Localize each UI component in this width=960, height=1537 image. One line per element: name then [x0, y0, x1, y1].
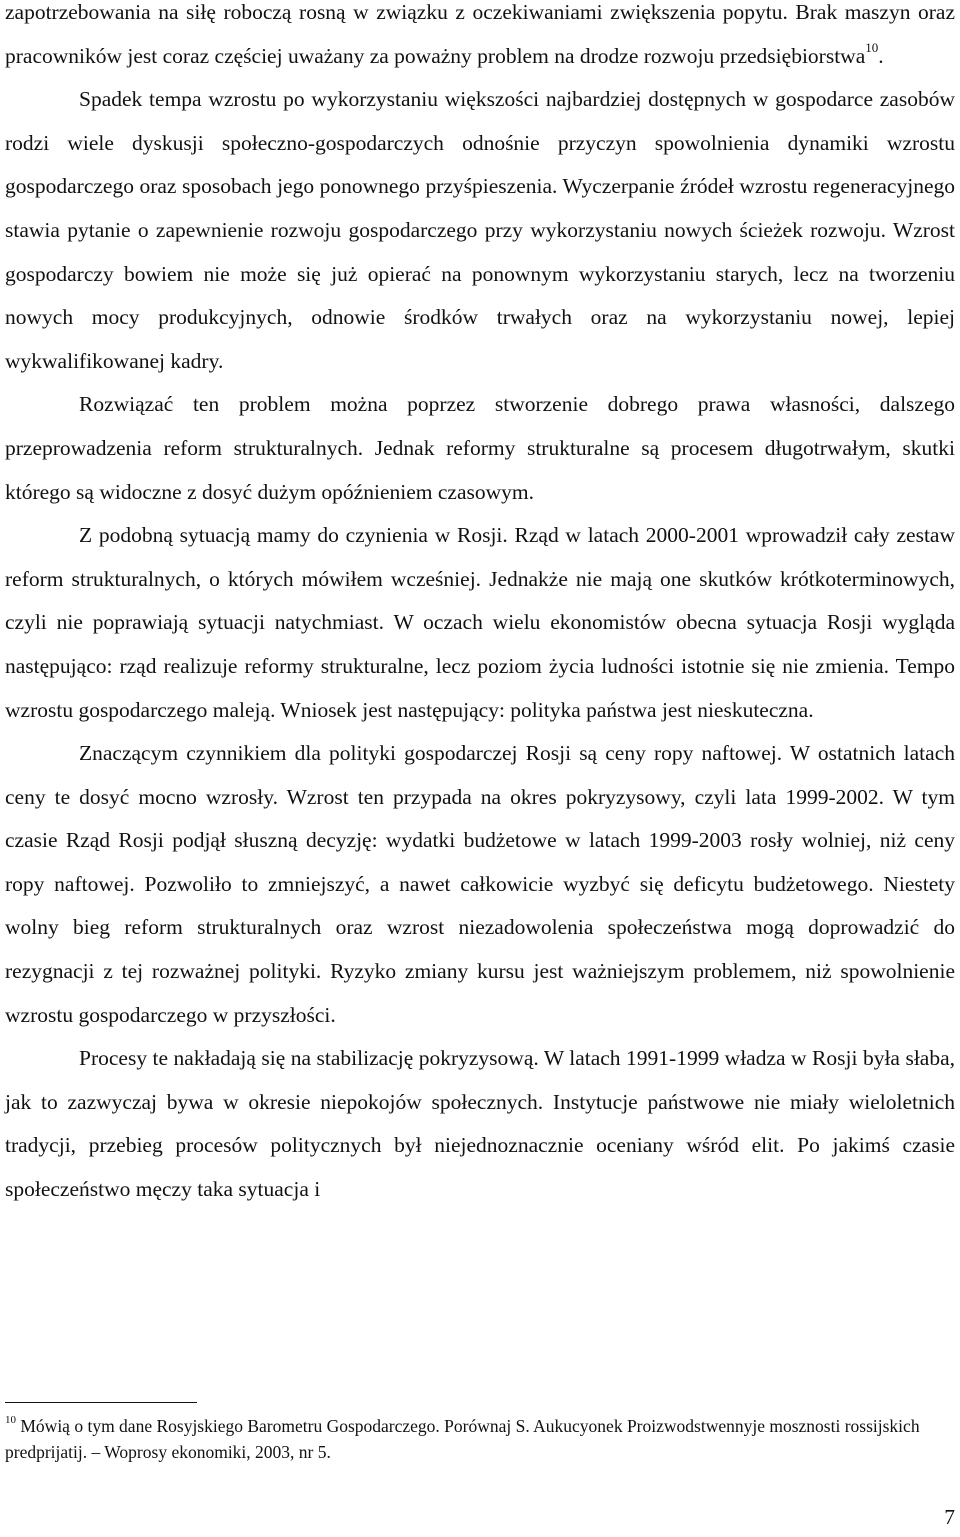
paragraph: Procesy te nakładają się na stabilizację pokryzysową. W latach 1991-1999 władza w Rosji była słaba, jak to zazwyczaj bywa w okresie niepokojów społecznych. Instytucje państwowe nie miały wieloletnich tradycji, przebieg procesów politycznych był niejednoznacznie oceniany wśród elit. Po jakimś czasie społeczeństwo męczy taka sytuacja i	[5, 1046, 955, 1202]
footnote	[5, 1413, 955, 1465]
paragraph: Rozwiązać ten problem można poprzez stworzenie dobrego prawa własności, dalszego przeprowadzenia reform strukturalnych. Jednak reformy strukturalne są procesem długotrwałym, skutki którego są widoczne z dosyć dużym opóźnieniem czasowym.	[5, 392, 955, 504]
paragraph-text: zapotrzebowania na siłę roboczą rosną w związku z oczekiwaniami zwiększenia popytu. Brak maszyn oraz pracowników jest coraz częściej uważany za poważny problem na drodze rozwoju przedsiębiorstwa	[5, 0, 955, 68]
paragraph: Spadek tempa wzrostu po wykorzystaniu większości najbardziej dostępnych w gospodarce zasobów rodzi wiele dyskusji społeczno-gospodarczych odnośnie przyczyn spowolnienia dynamiki wzrostu gospodarczego oraz sposobach jego ponownego przyśpieszenia. Wyczerpanie źródeł wzrostu regeneracyjnego stawia pytanie o zapewnienie rozwoju gospodarczego przy wykorzystaniu nowych ścieżek rozwoju. Wzrost gospodarczy bowiem nie może się już opierać na ponownym wykorzystaniu starych, lecz na tworzeniu nowych mocy produkcyjnych, odnowie środków trwałych oraz na wykorzystaniu nowej, lepiej wykwalifikowanej kadry.	[5, 87, 955, 373]
footnote-reference: 10	[865, 40, 879, 56]
page-number: 7	[944, 1505, 955, 1529]
body-text	[5, 0, 955, 1212]
document-page	[5, 0, 955, 1537]
footnote-number: 10	[5, 1414, 16, 1427]
paragraph: Znaczącym czynnikiem dla polityki gospodarczej Rosji są ceny ropy naftowej. W ostatnich latach ceny te dosyć mocno wzrosły. Wzrost ten przypada na okres pokryzysowy, czyli lata 1999-2002. W tym czasie Rząd Rosji podjął słuszną decyzję: wydatki budżetowe w latach 1999-2003 rosły wolniej, niż ceny ropy naftowej. Pozwoliło to zmniejszyć, a nawet całkowicie wyzbyć się deficytu budżetowego. Niestety wolny bieg reform strukturalnych oraz wzrost niezadowolenia społeczeństwa mogą doprowadzić do rezygnacji z tej rozważnej polityki. Ryzyko zmiany kursu jest ważniejszym problemem, niż spowolnienie wzrostu gospodarczego w przyszłości.	[5, 741, 955, 1027]
footnote-separator	[5, 1402, 197, 1403]
paragraph-text-tail: .	[878, 43, 884, 68]
paragraph: Z podobną sytuacją mamy do czynienia w Rosji. Rząd w latach 2000-2001 wprowadził cały zestaw reform strukturalnych, o których mówiłem wcześniej. Jednakże nie mają one skutków krótkoterminowych, czyli nie poprawiają sytuacji natychmiast. W oczach wielu ekonomistów obecna sytuacja Rosji wygląda następująco: rząd realizuje reformy strukturalne, lecz poziom życia ludności istotnie się nie zmienia. Tempo wzrostu gospodarczego maleją. Wniosek jest następujący: polityka państwa jest nieskuteczna.	[5, 523, 955, 722]
paragraph-continuation	[5, 0, 955, 78]
footnote-text: Mówią o tym dane Rosyjskiego Barometru Gospodarczego. Porównaj S. Aukucyonek Proizwodstwennyje mosznosti rossijskich predprijatij. – Woprosy ekonomiki, 2003, nr 5.	[5, 1416, 920, 1462]
